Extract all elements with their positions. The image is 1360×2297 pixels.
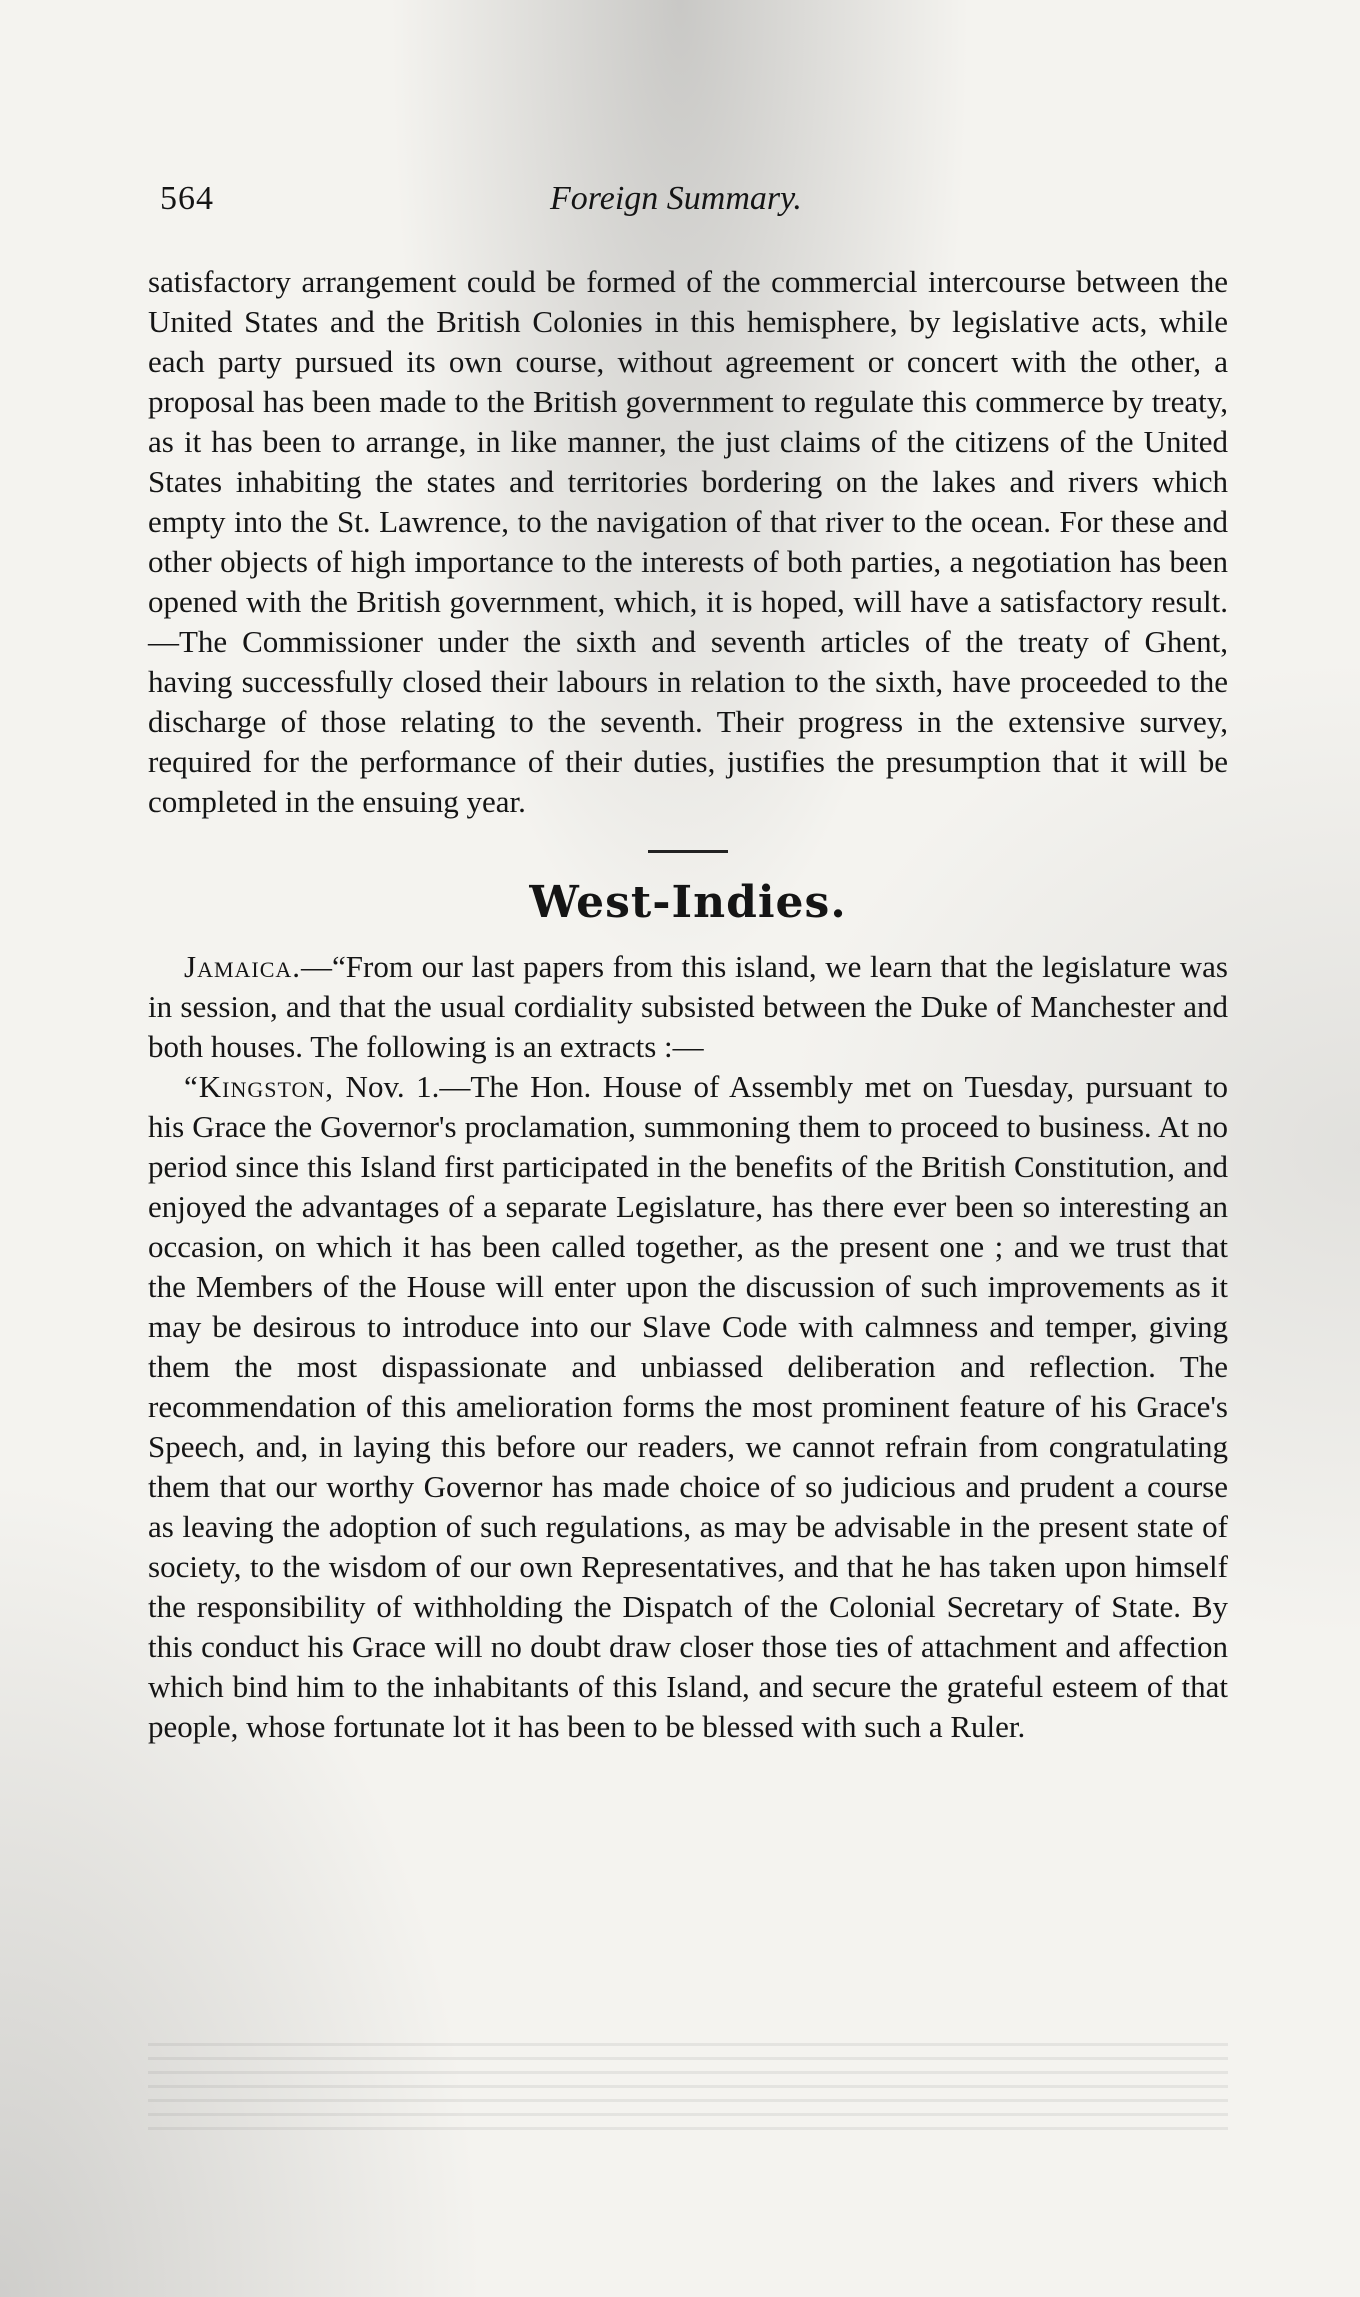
page-header <box>160 180 1220 230</box>
kingston-paragraph <box>148 1067 1228 1747</box>
running-head: Foreign Summary. <box>550 180 802 217</box>
kingston-text: Nov. 1.—The Hon. House of Assembly met on Tuesday, pursuant to his Grace the Governor's proclamation, summoning them to proceed to business. At no period since this Island first participated in the benefits of the British Constitution, and enjoyed the advantages of a separate Legislature, has there ever been so interesting an occasion, on which it has been called together, as the present one ; and we trust that the Members of the House will enter upon the discussion of such improvements as it may be desirous to introduce into our Slave Code with calmness and temper, giving them the most dispassionate and unbiassed deliberation and reflection. The recommendation of this amelioration forms the most prominent feature of his Grace's Speech, and, in laying this before our readers, we cannot refrain from congratulating them that our worthy Governor has made choice of so judicious and prudent a course as leaving the adoption of such regulations, as may be advisable in the present state of society, to the wisdom of our own Representatives, and that he has taken upon himself the responsibility of withholding the Dispatch of the Colonial Secretary of State. By this conduct his Grace will no doubt draw closer those ties of attachment and affection which bind him to the inhabitants of this Island, and secure the grateful esteem of that people, whose fortunate lot it has been to be blessed with such a Ruler. <box>148 1069 1228 1744</box>
jamaica-paragraph <box>148 947 1228 1067</box>
paragraph-continued: satisfactory arrangement could be formed of the commercial intercourse between the United States and the British Colonies in this hemisphere, by legislative acts, while each party pursued its own course, without agreement or concert with the other, a proposal has been made to the British government to regulate this commerce by treaty, as it has been to arrange, in like manner, the just claims of the citizens of the United States inhabiting the states and territories bordering on the lakes and rivers which empty into the St. Lawrence, to the navigation of that river to the ocean. For these and other objects of high importance to the interests of both parties, a negotiation has been opened with the British government, which, it is hoped, will have a satisfactory result.—The Commissioner under the sixth and seventh articles of the treaty of Ghent, having successfully closed their labours in relation to the sixth, have proceeded to the discharge of those relating to the seventh. Their progress in the extensive survey, required for the performance of their duties, justifies the presumption that it will be completed in the ensuing year. <box>148 264 1228 819</box>
article-body <box>148 262 1228 1747</box>
section-title: West-Indies. <box>529 877 847 928</box>
jamaica-lead-text: —“From our last papers from this island, we learn that the legislature was in session, and that the usual cordiality subsisted between the Duke of Manchester and both houses. The following is an extracts :— <box>148 949 1228 1064</box>
faded-bleedthrough-text <box>148 2040 1228 2130</box>
section-divider <box>648 850 728 853</box>
jamaica-lead-word: Jamaica. <box>184 949 302 984</box>
kingston-lead-word: “Kingston, <box>184 1069 335 1104</box>
page-number: 564 <box>160 180 214 217</box>
